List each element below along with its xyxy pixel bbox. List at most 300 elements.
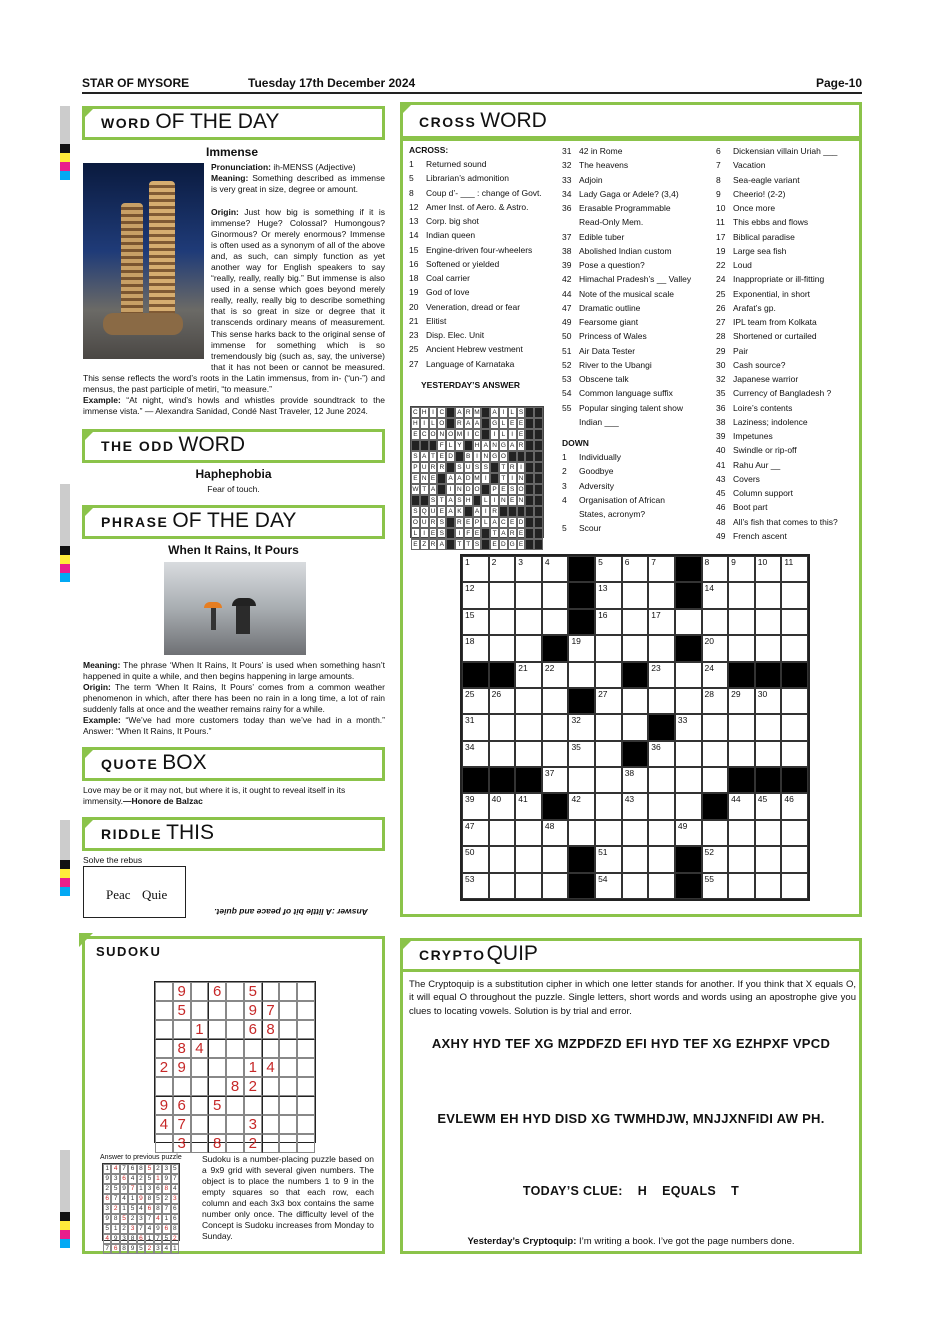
previous-answer-cell: 7: [120, 1164, 128, 1174]
answer-letter: S: [508, 484, 517, 495]
previous-answer-cell: 5: [145, 1174, 153, 1184]
crossword-cell[interactable]: [675, 688, 702, 714]
sudoku-cell[interactable]: [226, 1096, 244, 1115]
sudoku-cell[interactable]: [279, 1096, 297, 1115]
crossword-cell[interactable]: [702, 767, 729, 793]
previous-answer-cell: 8: [162, 1184, 170, 1194]
crossword-cell[interactable]: [542, 820, 569, 846]
crossword-cell[interactable]: [755, 688, 782, 714]
answer-black-square: [517, 451, 526, 462]
crossword-cell[interactable]: [648, 662, 675, 688]
crossword-cell[interactable]: [515, 820, 542, 846]
crossword-cell[interactable]: [648, 873, 675, 899]
crossword-cell[interactable]: [542, 714, 569, 740]
sudoku-cell[interactable]: [173, 1020, 191, 1039]
crossword-cell[interactable]: [489, 793, 516, 819]
sudoku-cell[interactable]: [226, 1039, 244, 1058]
crossword-cell[interactable]: [702, 635, 729, 661]
answer-letter: E: [490, 539, 499, 550]
crossword-cell[interactable]: [595, 609, 622, 635]
crossword-cell[interactable]: [648, 793, 675, 819]
sudoku-cell[interactable]: [297, 1020, 315, 1039]
crossword-cell[interactable]: [542, 688, 569, 714]
crossword-cell[interactable]: [568, 793, 595, 819]
crossword-cell[interactable]: [755, 609, 782, 635]
crossword-cell[interactable]: [568, 741, 595, 767]
clue-number: 18: [465, 636, 475, 647]
previous-answer-cell: 5: [162, 1234, 170, 1244]
crossword-cell[interactable]: [728, 741, 755, 767]
answer-letter: L: [481, 495, 490, 506]
crossword-cell[interactable]: [622, 793, 649, 819]
crossword-cell[interactable]: [515, 741, 542, 767]
crossword-cell[interactable]: [542, 556, 569, 582]
crossword-cell[interactable]: [675, 793, 702, 819]
crossword-cell[interactable]: [702, 846, 729, 872]
answer-black-square: [446, 407, 455, 418]
answer-letter: E: [499, 484, 508, 495]
crossword-clue: 10 Once more: [716, 203, 776, 213]
black-square: [675, 635, 702, 661]
crossword-cell[interactable]: [702, 873, 729, 899]
answer-black-square: [534, 517, 543, 528]
crossword-grid[interactable]: [460, 554, 810, 901]
crossword-cell[interactable]: [515, 688, 542, 714]
sudoku-cell[interactable]: [191, 1001, 209, 1020]
crossword-cell[interactable]: [648, 741, 675, 767]
sudoku-cell[interactable]: [191, 1058, 209, 1077]
answer-black-square: [499, 506, 508, 517]
crossword-clue: States, acronym?: [579, 509, 646, 519]
sudoku-cell[interactable]: [297, 1115, 315, 1134]
answer-letter: C: [499, 517, 508, 528]
answer-letter: F: [437, 440, 446, 451]
answer-letter: H: [411, 418, 420, 429]
crossword-cell[interactable]: [702, 820, 729, 846]
crossword-cell[interactable]: [542, 846, 569, 872]
crossword-cell[interactable]: [568, 714, 595, 740]
crossword-cell[interactable]: [622, 767, 649, 793]
previous-answer-cell: 3: [103, 1204, 111, 1214]
clue-number: 51: [598, 847, 608, 858]
answer-letter: G: [509, 541, 515, 548]
crossword-cell[interactable]: [755, 741, 782, 767]
crossword-cell[interactable]: [568, 767, 595, 793]
sudoku-cell[interactable]: [173, 1077, 191, 1096]
crossword-cell[interactable]: [755, 820, 782, 846]
sudoku-cell[interactable]: [191, 1096, 209, 1115]
crossword-cell[interactable]: [542, 741, 569, 767]
crossword-cell[interactable]: [595, 846, 622, 872]
crossword-cell[interactable]: [622, 688, 649, 714]
crossword-cell[interactable]: [595, 793, 622, 819]
crossword-cell[interactable]: [622, 635, 649, 661]
previous-answer-cell: 2: [154, 1164, 162, 1174]
sudoku-cell[interactable]: [279, 1134, 297, 1153]
crossword-cell[interactable]: [622, 714, 649, 740]
sudoku-cell[interactable]: [279, 1001, 297, 1020]
crossword-cell[interactable]: [622, 820, 649, 846]
crossword-cell[interactable]: [755, 873, 782, 899]
crossword-cell[interactable]: [675, 767, 702, 793]
crossword-cell[interactable]: [781, 793, 808, 819]
clue-number: 36: [651, 741, 661, 752]
crossword-cell[interactable]: [462, 609, 489, 635]
crossword-cell[interactable]: [595, 688, 622, 714]
crossword-cell[interactable]: [622, 556, 649, 582]
crossword-cell[interactable]: [515, 635, 542, 661]
crossword-cell[interactable]: [462, 714, 489, 740]
answer-letter: I: [420, 418, 429, 429]
crossword-cell[interactable]: [542, 582, 569, 608]
answer-letter: A: [499, 528, 508, 539]
crossword-cell[interactable]: [542, 609, 569, 635]
crossword-cell[interactable]: [462, 793, 489, 819]
answer-letter: R: [490, 506, 499, 517]
crossword-cell[interactable]: [568, 820, 595, 846]
crossword-cell[interactable]: [675, 609, 702, 635]
crossword-cell[interactable]: [781, 609, 808, 635]
sudoku-cell[interactable]: [279, 982, 297, 1001]
crossword-clue: 50 Princess of Wales: [562, 331, 647, 342]
crossword-cell[interactable]: [648, 767, 675, 793]
sudoku-cell[interactable]: [297, 1134, 315, 1153]
answer-black-square: [464, 506, 473, 517]
answer-letter: S: [473, 462, 482, 473]
crossword-clue: 27 IPL team from Kolkata: [716, 317, 817, 327]
answer-letter: E: [437, 506, 446, 517]
crossword-cell[interactable]: [568, 635, 595, 661]
crossword-cell[interactable]: [702, 582, 729, 608]
crossword-cell[interactable]: [568, 662, 595, 688]
crossword-cell[interactable]: [781, 873, 808, 899]
answer-letter: F: [464, 528, 473, 539]
sudoku-grid[interactable]: [154, 981, 316, 1152]
previous-answer-cell: 2: [162, 1194, 170, 1204]
crossword-cell[interactable]: [515, 556, 542, 582]
sudoku-cell[interactable]: [226, 1134, 244, 1153]
page-number: Page-10: [815, 76, 862, 90]
answer-letter: S: [455, 495, 464, 506]
sudoku-cell[interactable]: [208, 1077, 226, 1096]
crossword-cell[interactable]: [648, 820, 675, 846]
crossword-cell[interactable]: [462, 820, 489, 846]
black-square: [489, 767, 516, 793]
crossword-cell[interactable]: [595, 556, 622, 582]
black-square: [568, 556, 595, 582]
previous-answer-cell: 7: [103, 1244, 111, 1254]
registration-bar: [60, 1150, 70, 1250]
clue-number: 19: [571, 636, 581, 647]
answer-letter: N: [490, 440, 499, 451]
black-square: [755, 767, 782, 793]
crossword-cell[interactable]: [702, 662, 729, 688]
clue-number: 44: [731, 794, 741, 805]
crossword-cell[interactable]: [515, 873, 542, 899]
sudoku-cell[interactable]: [279, 1020, 297, 1039]
sudoku-cell: 1: [244, 1058, 262, 1077]
answer-letter: I: [481, 473, 490, 484]
sudoku-cell[interactable]: [262, 1134, 280, 1153]
sudoku-cell[interactable]: [226, 1058, 244, 1077]
sudoku-cell[interactable]: [262, 1115, 280, 1134]
crossword-cell[interactable]: [622, 582, 649, 608]
crossword-cell[interactable]: [489, 714, 516, 740]
crossword-cell[interactable]: [595, 662, 622, 688]
sudoku-cell[interactable]: [191, 982, 209, 1001]
black-square: [728, 767, 755, 793]
clue-number: 49: [677, 820, 688, 831]
answer-letter: T: [499, 462, 508, 473]
sudoku-cell[interactable]: [226, 1001, 244, 1020]
previous-answer-cell: 2: [111, 1204, 119, 1214]
previous-answer-cell: 7: [137, 1224, 145, 1234]
sudoku-cell[interactable]: [297, 1001, 315, 1020]
answer-letter: G: [500, 442, 506, 449]
answer-letter: E: [429, 473, 438, 484]
sudoku-cell: 6: [208, 982, 226, 1001]
answer-letter: P: [490, 484, 499, 495]
crossword-cell[interactable]: [515, 846, 542, 872]
sudoku-cell: 4: [191, 1039, 209, 1058]
crossword-cell[interactable]: [781, 582, 808, 608]
crossword-cell[interactable]: [595, 741, 622, 767]
crossword-clue: 12 Amer Inst. of Aero. & Astro.: [409, 201, 529, 212]
answer-letter: U: [420, 517, 429, 528]
page-header: [82, 76, 862, 94]
sudoku-cell[interactable]: [155, 1134, 173, 1153]
black-square: [675, 556, 702, 582]
crossword-cell[interactable]: [515, 609, 542, 635]
crossword-cell[interactable]: [728, 873, 755, 899]
crossword-cell[interactable]: [755, 582, 782, 608]
crossword-cell[interactable]: [595, 767, 622, 793]
crossword-cell[interactable]: [675, 662, 702, 688]
crossword-clue: 9 Cheerio! (2-2): [716, 188, 786, 199]
crossword-cell[interactable]: [489, 873, 516, 899]
previous-answer-cell: 5: [128, 1204, 136, 1214]
sudoku-cell[interactable]: [191, 1115, 209, 1134]
answer-letter: T: [420, 484, 429, 495]
crossword-cell[interactable]: [489, 846, 516, 872]
answer-letter: R: [517, 440, 526, 451]
crossword-cell[interactable]: [781, 820, 808, 846]
crossword-cell[interactable]: [781, 688, 808, 714]
crossword-cell[interactable]: [755, 793, 782, 819]
sudoku-cell[interactable]: [191, 1134, 209, 1153]
answer-black-square: [525, 462, 534, 473]
crossword-cell[interactable]: [622, 609, 649, 635]
sudoku-cell[interactable]: [226, 1020, 244, 1039]
previous-answer-cell: 1: [145, 1234, 153, 1244]
previous-answer-cell: 7: [171, 1174, 179, 1184]
crossword-cell[interactable]: [462, 582, 489, 608]
crossword-cell[interactable]: [675, 741, 702, 767]
clue-number: 5: [598, 557, 603, 567]
crossword-cell[interactable]: [542, 767, 569, 793]
sudoku-cell[interactable]: [208, 1001, 226, 1020]
sudoku-cell[interactable]: [279, 1115, 297, 1134]
crossword-cell[interactable]: [728, 714, 755, 740]
crossword-cell[interactable]: [542, 873, 569, 899]
crossword-cell[interactable]: [489, 820, 516, 846]
crossword-cell[interactable]: [515, 662, 542, 688]
crossword-cell[interactable]: [622, 846, 649, 872]
sudoku-cell[interactable]: [297, 982, 315, 1001]
crossword-cell[interactable]: [648, 609, 675, 635]
rebus-box: [83, 866, 186, 918]
previous-answer-cell: 4: [145, 1224, 153, 1234]
crossword-cell[interactable]: [702, 714, 729, 740]
sudoku-cell[interactable]: [208, 1115, 226, 1134]
crossword-cell[interactable]: [595, 714, 622, 740]
sudoku-cell[interactable]: [208, 1058, 226, 1077]
sudoku-cell[interactable]: [262, 982, 280, 1001]
clue-number: 54: [598, 873, 608, 884]
sudoku-cell[interactable]: [226, 1115, 244, 1134]
crossword-cell[interactable]: [728, 846, 755, 872]
crossword-cell[interactable]: [781, 635, 808, 661]
crossword-cell[interactable]: [489, 741, 516, 767]
crossword-cell[interactable]: [781, 556, 808, 582]
crossword-cell[interactable]: [489, 688, 516, 714]
sudoku-cell[interactable]: [297, 1077, 315, 1096]
crossword-cell[interactable]: [515, 793, 542, 819]
answer-black-square: [446, 517, 455, 528]
crossword-cell[interactable]: [648, 635, 675, 661]
answer-letter: Y: [455, 440, 464, 451]
sudoku-cell[interactable]: [155, 1001, 173, 1020]
crossword-cell[interactable]: [781, 846, 808, 872]
crossword-cell[interactable]: [781, 741, 808, 767]
crossword-cell[interactable]: [515, 582, 542, 608]
answer-letter: A: [446, 495, 455, 506]
crossword-cell[interactable]: [489, 635, 516, 661]
sudoku-cell[interactable]: [279, 1039, 297, 1058]
crossword-cell[interactable]: [462, 556, 489, 582]
answer-letter: R: [437, 462, 446, 473]
crossword-cell[interactable]: [489, 582, 516, 608]
sudoku-cell[interactable]: [191, 1077, 209, 1096]
crossword-cell[interactable]: [702, 556, 729, 582]
sudoku-cell[interactable]: [244, 1039, 262, 1058]
previous-answer-cell: 3: [162, 1164, 170, 1174]
answer-black-square: [508, 506, 517, 517]
crossword-cell[interactable]: [489, 609, 516, 635]
crossword-cell[interactable]: [542, 662, 569, 688]
crossword-cell[interactable]: [595, 582, 622, 608]
word-of-day-origin: Origin: Just how big is something if it is immense? Huge? Colossal? Humongous? Ginormous? Or merely enormous? Immense is often used as a synonym of all of the above and, as such, can simply function as yet another way for English speakers to say “really, really, really big.” But immense is also used in a sense which goes beyond merely really, really, really big to describe something that is so great in size or degree that it transcends ordinary means of measurement. This sense harks back to the original sense of immense for something which is so tremendously big (such as, say, the universe) that it has not been or cannot be measured. This sense reflects the word’s roots in the Latin immensus, from in- (“un-”) and mensus, the past participle of metiri, “to measure.” Example: “At night, wind’s howls and whistles provide soundtrack to the immense vista.” — Alexandra Sanidad, Condé Nast Traveler, 12 June 2024.: [83, 207, 385, 416]
crossword-cell[interactable]: [648, 688, 675, 714]
sudoku-cell[interactable]: [297, 1096, 315, 1115]
answer-letter: A: [490, 407, 499, 418]
clue-number: 39: [465, 794, 475, 805]
crossword-cell[interactable]: [595, 873, 622, 899]
answer-black-square: [420, 440, 429, 451]
sudoku-cell[interactable]: [279, 1058, 297, 1077]
sudoku-cell[interactable]: [297, 1039, 315, 1058]
answer-letter: E: [437, 451, 446, 462]
sudoku-cell[interactable]: [244, 1096, 262, 1115]
crossword-cell[interactable]: [702, 741, 729, 767]
clue-number: 21: [518, 662, 528, 673]
crossword-cell[interactable]: [728, 793, 755, 819]
sudoku-cell: 9: [244, 1001, 262, 1020]
crossword-cell[interactable]: [462, 688, 489, 714]
sudoku-cell[interactable]: [297, 1058, 315, 1077]
answer-letter: B: [464, 451, 473, 462]
answer-letter: A: [481, 440, 490, 451]
sudoku-cell[interactable]: [155, 1039, 173, 1058]
crossword-cell[interactable]: [462, 846, 489, 872]
crossword-cell[interactable]: [648, 556, 675, 582]
answer-letter: A: [455, 407, 464, 418]
crossword-cell[interactable]: [728, 582, 755, 608]
crossword-cell[interactable]: [755, 635, 782, 661]
crossword-cell[interactable]: [622, 873, 649, 899]
sudoku-cell[interactable]: [155, 1020, 173, 1039]
sudoku-cell[interactable]: [208, 1039, 226, 1058]
sudoku-cell[interactable]: [208, 1020, 226, 1039]
crossword-cell[interactable]: [489, 556, 516, 582]
crossword-cell[interactable]: [755, 556, 782, 582]
crossword-cell[interactable]: [462, 635, 489, 661]
crossword-cell[interactable]: [462, 873, 489, 899]
sudoku-cell[interactable]: [262, 1096, 280, 1115]
clue-number: 45: [757, 794, 768, 805]
crossword-cell[interactable]: [702, 609, 729, 635]
sudoku-cell: 8: [226, 1077, 244, 1096]
crossword-cell[interactable]: [648, 846, 675, 872]
answer-letter: E: [517, 429, 526, 440]
crossword-cell[interactable]: [648, 582, 675, 608]
crossword-cell[interactable]: [595, 820, 622, 846]
answer-letter: M: [474, 409, 480, 416]
previous-answer-cell: 4: [111, 1164, 119, 1174]
crossword-cell[interactable]: [728, 609, 755, 635]
crossword-cell[interactable]: [728, 556, 755, 582]
crossword-cell[interactable]: [462, 741, 489, 767]
clue-number: 27: [598, 688, 608, 699]
crossword-cell[interactable]: [728, 635, 755, 661]
crossword-cell[interactable]: [675, 714, 702, 740]
crossword-cell[interactable]: [755, 714, 782, 740]
clue-number: 4: [544, 557, 550, 567]
previous-answer-cell: 6: [128, 1164, 136, 1174]
crossword-cell[interactable]: [781, 714, 808, 740]
crossword-cell[interactable]: [675, 820, 702, 846]
crossword-cell[interactable]: [755, 846, 782, 872]
crossword-cell[interactable]: [515, 714, 542, 740]
previous-answer-cell: 2: [128, 1214, 136, 1224]
crossword-cell[interactable]: [728, 820, 755, 846]
sudoku-cell[interactable]: [279, 1077, 297, 1096]
answer-letter: L: [499, 418, 508, 429]
crossword-clue: 54 Common language suffix: [562, 388, 673, 399]
crossword-cell[interactable]: [728, 688, 755, 714]
sudoku-cell[interactable]: [155, 982, 173, 1001]
sudoku-cell: 3: [173, 1134, 191, 1153]
crossword-cell[interactable]: [595, 635, 622, 661]
crossword-cell[interactable]: [702, 688, 729, 714]
answer-letter: A: [473, 506, 482, 517]
answer-letter: I: [446, 484, 455, 495]
sudoku-cell[interactable]: [155, 1077, 173, 1096]
sudoku-cell[interactable]: [262, 1077, 280, 1096]
sudoku-cell[interactable]: [226, 982, 244, 1001]
answer-letter: E: [411, 429, 420, 440]
sudoku-cell[interactable]: [262, 1039, 280, 1058]
